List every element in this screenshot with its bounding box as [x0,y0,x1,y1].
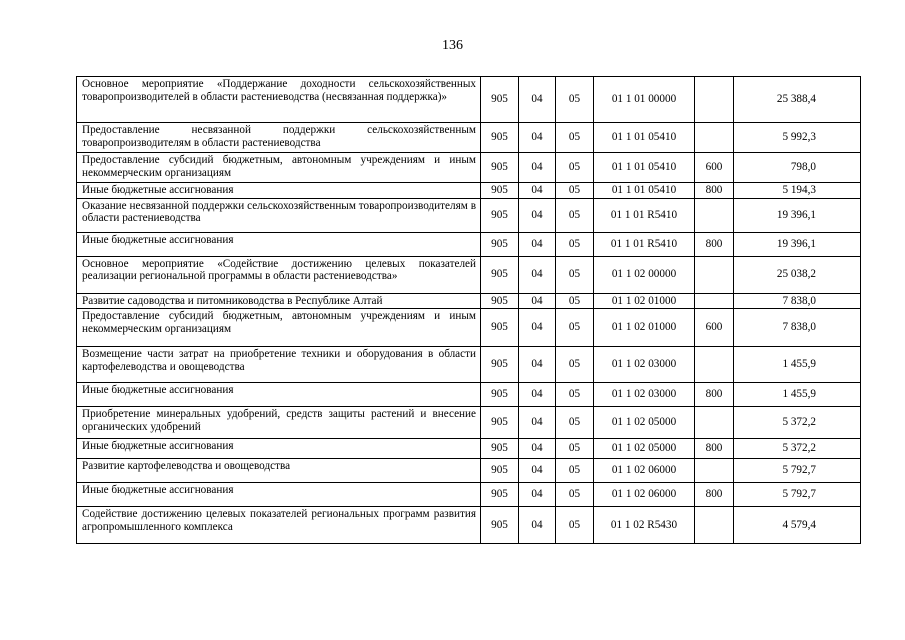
table-row [77,309,861,347]
row-ved: 905 [481,123,519,153]
row-name: Иные бюджетные ассигнования [77,439,481,459]
row-name: Возмещение части затрат на приобретение техники и оборудования в области картофелеводства и овощеводства [77,347,481,383]
table-row [77,77,861,123]
row-subsection: 05 [556,198,594,232]
row-name: Развитие картофелеводства и овощеводства [77,459,481,483]
row-expense-type [695,459,734,483]
row-name: Иные бюджетные ассигнования [77,483,481,507]
row-section: 04 [519,256,556,293]
row-section: 04 [519,77,556,123]
row-ved: 905 [481,459,519,483]
row-name: Основное мероприятие «Поддержание доходности сельскохозяйственных товаропроизводителей в области растениеводства (несвязанная поддержка)» [77,77,481,123]
row-ved: 905 [481,383,519,407]
table-row [77,198,861,232]
table-row [77,123,861,153]
row-expense-type [695,407,734,439]
table-row [77,153,861,183]
row-ved: 905 [481,198,519,232]
row-subsection: 05 [556,293,594,309]
row-section: 04 [519,383,556,407]
row-target-code: 01 1 02 R5430 [594,507,695,544]
row-section: 04 [519,153,556,183]
table-row [77,507,861,544]
row-ved: 905 [481,439,519,459]
row-amount: 19 396,1 [734,232,861,256]
row-name: Содействие достижению целевых показателей региональных программ развития агропромышленного комплекса [77,507,481,544]
row-subsection: 05 [556,232,594,256]
row-ved: 905 [481,407,519,439]
row-amount: 19 396,1 [734,198,861,232]
row-ved: 905 [481,153,519,183]
row-section: 04 [519,293,556,309]
row-section: 04 [519,507,556,544]
row-subsection: 05 [556,77,594,123]
row-subsection: 05 [556,459,594,483]
row-section: 04 [519,123,556,153]
row-amount: 4 579,4 [734,507,861,544]
row-section: 04 [519,183,556,199]
table-row [77,347,861,383]
row-target-code: 01 1 02 06000 [594,459,695,483]
row-amount: 7 838,0 [734,309,861,347]
row-name: Основное мероприятие «Содействие достижению целевых показателей реализации региональной программы в области растениеводства» [77,256,481,293]
row-target-code: 01 1 02 05000 [594,407,695,439]
row-target-code: 01 1 02 03000 [594,383,695,407]
page-number: 136 [442,38,463,53]
row-section: 04 [519,407,556,439]
row-ved: 905 [481,232,519,256]
budget-table [76,76,861,544]
row-target-code: 01 1 01 05410 [594,183,695,199]
row-amount: 5 372,2 [734,407,861,439]
row-ved: 905 [481,309,519,347]
row-subsection: 05 [556,439,594,459]
row-ved: 905 [481,77,519,123]
row-subsection: 05 [556,483,594,507]
row-target-code: 01 1 02 03000 [594,347,695,383]
table-row [77,293,861,309]
row-expense-type: 800 [695,383,734,407]
row-expense-type [695,123,734,153]
row-target-code: 01 1 01 R5410 [594,198,695,232]
row-expense-type [695,198,734,232]
row-name: Иные бюджетные ассигнования [77,383,481,407]
row-section: 04 [519,347,556,383]
row-name: Предоставление субсидий бюджетным, автономным учреждениям и иным некоммерческим организациям [77,153,481,183]
row-name: Иные бюджетные ассигнования [77,232,481,256]
row-name: Предоставление субсидий бюджетным, автономным учреждениям и иным некоммерческим организациям [77,309,481,347]
row-ved: 905 [481,483,519,507]
row-amount: 5 792,7 [734,459,861,483]
row-target-code: 01 1 01 05410 [594,123,695,153]
row-section: 04 [519,309,556,347]
row-subsection: 05 [556,153,594,183]
row-target-code: 01 1 02 01000 [594,309,695,347]
row-ved: 905 [481,183,519,199]
row-ved: 905 [481,293,519,309]
row-expense-type [695,77,734,123]
row-subsection: 05 [556,347,594,383]
row-amount: 798,0 [734,153,861,183]
row-ved: 905 [481,347,519,383]
row-subsection: 05 [556,123,594,153]
row-expense-type: 600 [695,309,734,347]
row-section: 04 [519,483,556,507]
row-amount: 1 455,9 [734,383,861,407]
row-name: Предоставление несвязанной поддержки сельскохозяйственным товаропроизводителям в области растениеводства [77,123,481,153]
row-subsection: 05 [556,383,594,407]
row-amount: 25 388,4 [734,77,861,123]
table-row [77,407,861,439]
row-name: Иные бюджетные ассигнования [77,183,481,199]
row-expense-type: 800 [695,439,734,459]
row-expense-type: 600 [695,153,734,183]
table-row [77,459,861,483]
row-target-code: 01 1 02 05000 [594,439,695,459]
row-section: 04 [519,198,556,232]
row-expense-type [695,347,734,383]
row-ved: 905 [481,256,519,293]
row-subsection: 05 [556,183,594,199]
row-name: Развитие садоводства и питомниководства в Республике Алтай [77,293,481,309]
row-name: Приобретение минеральных удобрений, средств защиты растений и внесение органических удобрений [77,407,481,439]
table-row [77,232,861,256]
row-expense-type: 800 [695,183,734,199]
row-expense-type [695,256,734,293]
row-amount: 5 194,3 [734,183,861,199]
row-expense-type: 800 [695,483,734,507]
row-amount: 25 038,2 [734,256,861,293]
row-amount: 1 455,9 [734,347,861,383]
row-expense-type: 800 [695,232,734,256]
row-target-code: 01 1 01 05410 [594,153,695,183]
row-target-code: 01 1 02 00000 [594,256,695,293]
row-expense-type [695,293,734,309]
row-subsection: 05 [556,309,594,347]
table-row [77,483,861,507]
row-ved: 905 [481,507,519,544]
row-amount: 5 992,3 [734,123,861,153]
row-amount: 5 792,7 [734,483,861,507]
table-row [77,183,861,199]
row-target-code: 01 1 01 R5410 [594,232,695,256]
row-target-code: 01 1 01 00000 [594,77,695,123]
row-name: Оказание несвязанной поддержки сельскохозяйственным товаропроизводителям в области растениеводства [77,198,481,232]
row-amount: 7 838,0 [734,293,861,309]
row-section: 04 [519,232,556,256]
row-target-code: 01 1 02 06000 [594,483,695,507]
row-subsection: 05 [556,507,594,544]
row-expense-type [695,507,734,544]
row-section: 04 [519,439,556,459]
row-section: 04 [519,459,556,483]
row-target-code: 01 1 02 01000 [594,293,695,309]
table-row [77,383,861,407]
table-row [77,256,861,293]
row-subsection: 05 [556,407,594,439]
row-subsection: 05 [556,256,594,293]
table-row [77,439,861,459]
row-amount: 5 372,2 [734,439,861,459]
